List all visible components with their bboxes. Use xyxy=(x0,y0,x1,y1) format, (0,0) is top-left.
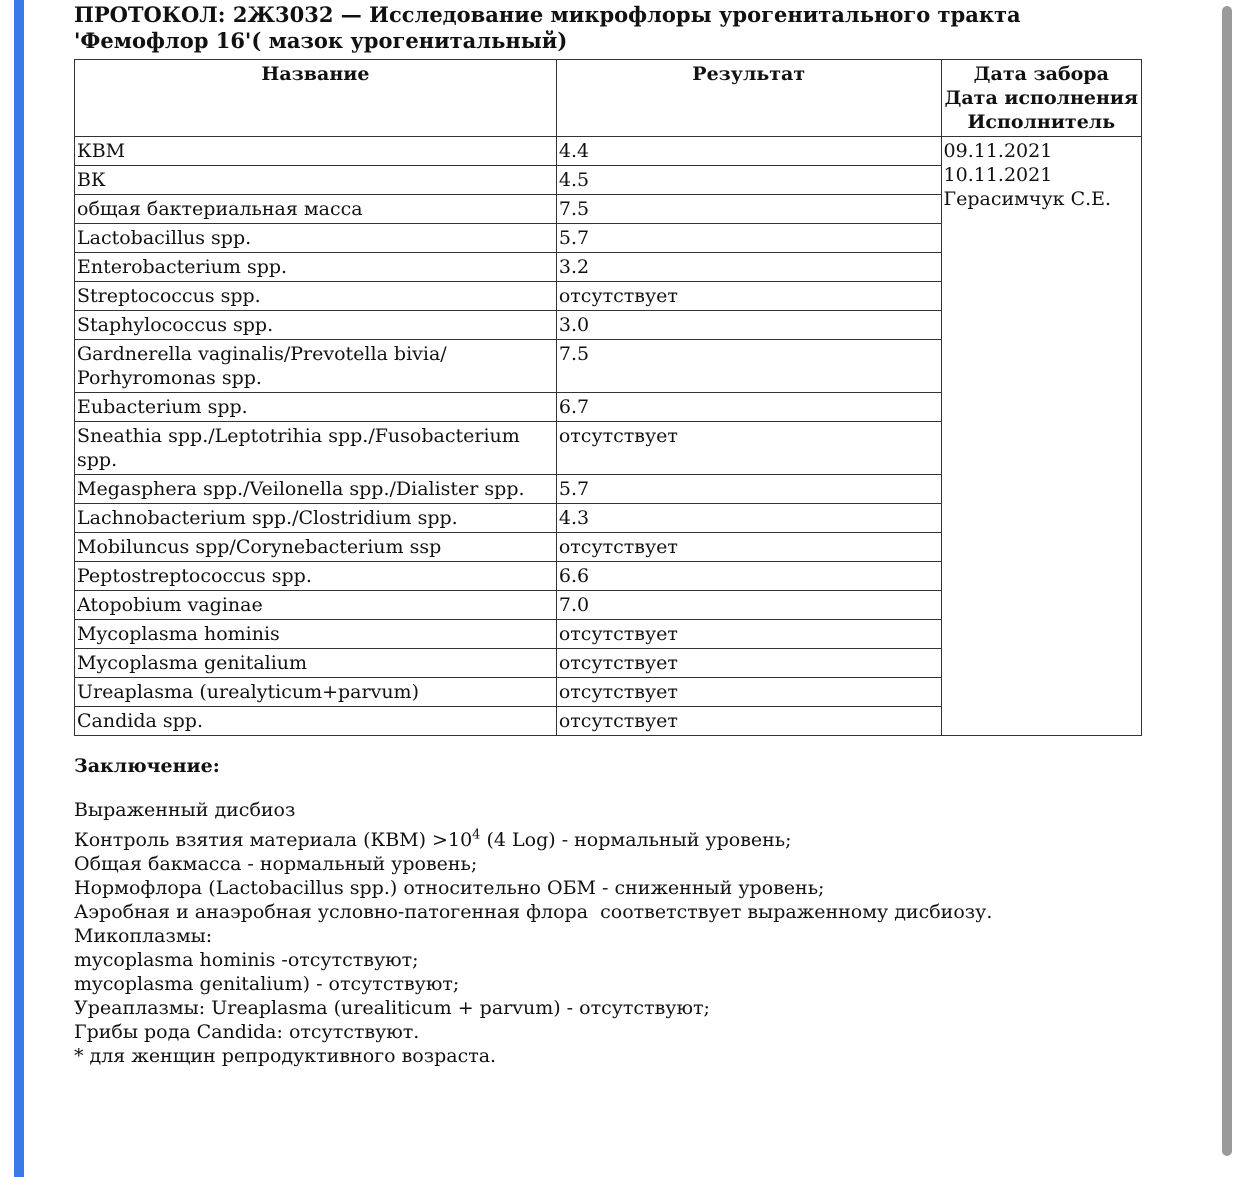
header-date xyxy=(941,60,1141,137)
row-name: Staphylococcus spp. xyxy=(75,311,557,340)
row-result: отсутствует xyxy=(556,707,941,736)
date-executor-cell xyxy=(941,137,1141,736)
conclusion-line: Уреаплазмы: Ureaplasma (urealiticum + parvum) - отсутствуют; xyxy=(74,997,710,1019)
row-name: ВК xyxy=(75,166,557,195)
kvm-exponent: 4 xyxy=(472,827,481,843)
row-result: 7.5 xyxy=(556,195,941,224)
row-result: отсутствует xyxy=(556,620,941,649)
header-executor: Исполнитель xyxy=(967,111,1116,133)
row-result: 6.7 xyxy=(556,393,941,422)
row-result: 6.6 xyxy=(556,562,941,591)
table-row xyxy=(75,137,1142,166)
row-result: 3.0 xyxy=(556,311,941,340)
conclusion-section xyxy=(74,754,1144,1068)
row-result: отсутствует xyxy=(556,649,941,678)
row-name: Lachnobacterium spp./Clostridium spp. xyxy=(75,504,557,533)
protocol-title xyxy=(74,2,1144,54)
row-name: Atopobium vaginae xyxy=(75,591,557,620)
left-accent-bar xyxy=(14,0,24,1177)
row-result: 7.5 xyxy=(556,340,941,393)
header-date-collection: Дата забора xyxy=(973,63,1109,85)
row-result: 5.7 xyxy=(556,224,941,253)
table-header-row xyxy=(75,60,1142,137)
row-result: отсутствует xyxy=(556,678,941,707)
conclusion-line: mycoplasma genitalium) - отсутствуют; xyxy=(74,973,460,995)
row-result: 5.7 xyxy=(556,475,941,504)
collection-date: 09.11.2021 xyxy=(943,140,1053,162)
row-name: Megasphera spp./Veilonella spp./Dialister spp. xyxy=(75,475,557,504)
conclusion-line: Общая бакмасса - нормальный уровень; xyxy=(74,853,478,875)
row-result: 4.4 xyxy=(556,137,941,166)
row-name: Peptostreptococcus spp. xyxy=(75,562,557,591)
conclusion-line: Нормофлора (Lactobacillus spp.) относительно ОБМ - сниженный уровень; xyxy=(74,877,825,899)
row-name: Sneathia spp./Leptotrihia spp./Fusobacterium spp. xyxy=(75,422,557,475)
completion-date: 10.11.2021 xyxy=(943,164,1053,186)
row-result: 7.0 xyxy=(556,591,941,620)
row-name: КВМ xyxy=(75,137,557,166)
conclusion-heading: Заключение: xyxy=(74,755,220,777)
row-name: Mobiluncus spp/Corynebacterium ssp xyxy=(75,533,557,562)
vertical-scrollbar[interactable] xyxy=(1222,6,1232,1156)
row-result: 4.5 xyxy=(556,166,941,195)
row-name: Streptococcus spp. xyxy=(75,282,557,311)
executor-name: Герасимчук С.Е. xyxy=(943,188,1112,210)
row-name: Candida spp. xyxy=(75,707,557,736)
row-name: Mycoplasma genitalium xyxy=(75,649,557,678)
conclusion-kvm-line xyxy=(74,828,1144,852)
header-name: Название xyxy=(75,60,557,137)
kvm-prefix: Контроль взятия материала (КВМ) >10 xyxy=(74,829,473,851)
row-result: отсутствует xyxy=(556,533,941,562)
row-name-line2: Porhyromonas spp. xyxy=(77,367,262,389)
conclusion-line: Микоплазмы: xyxy=(74,925,213,947)
row-result: 3.2 xyxy=(556,253,941,282)
row-result: отсутствует xyxy=(556,422,941,475)
row-name: Mycoplasma hominis xyxy=(75,620,557,649)
conclusion-line: mycoplasma hominis -отсутствуют; xyxy=(74,949,419,971)
header-result: Результат xyxy=(556,60,941,137)
row-name-line1: Gardnerella vaginalis/Prevotella bivia/ xyxy=(77,343,447,365)
conclusion-line: Аэробная и анаэробная условно-патогенная флора соответствует выраженному дисбиозу. xyxy=(74,901,993,923)
row-name: Lactobacillus spp. xyxy=(75,224,557,253)
protocol-document xyxy=(74,2,1144,1068)
conclusion-line: Грибы рода Candida: отсутствуют. xyxy=(74,1021,420,1043)
row-result: 4.3 xyxy=(556,504,941,533)
row-name: Eubacterium spp. xyxy=(75,393,557,422)
kvm-suffix: (4 Log) - нормальный уровень; xyxy=(480,829,792,851)
row-result: отсутствует xyxy=(556,282,941,311)
conclusion-summary: Выраженный дисбиоз xyxy=(74,799,296,821)
row-name: Ureaplasma (urealyticum+parvum) xyxy=(75,678,557,707)
row-name: общая бактериальная масса xyxy=(75,195,557,224)
row-name: Enterobacterium spp. xyxy=(75,253,557,282)
row-name xyxy=(75,340,557,393)
header-date-completion: Дата исполнения xyxy=(944,87,1139,109)
conclusion-line: * для женщин репродуктивного возраста. xyxy=(74,1045,497,1067)
protocol-title-line1: ПРОТОКОЛ: 2Ж3032 — Исследование микрофлоры урогенитального тракта xyxy=(74,2,1021,27)
results-table xyxy=(74,59,1142,736)
protocol-title-line2: 'Фемофлор 16'( мазок урогенитальный) xyxy=(74,28,568,53)
